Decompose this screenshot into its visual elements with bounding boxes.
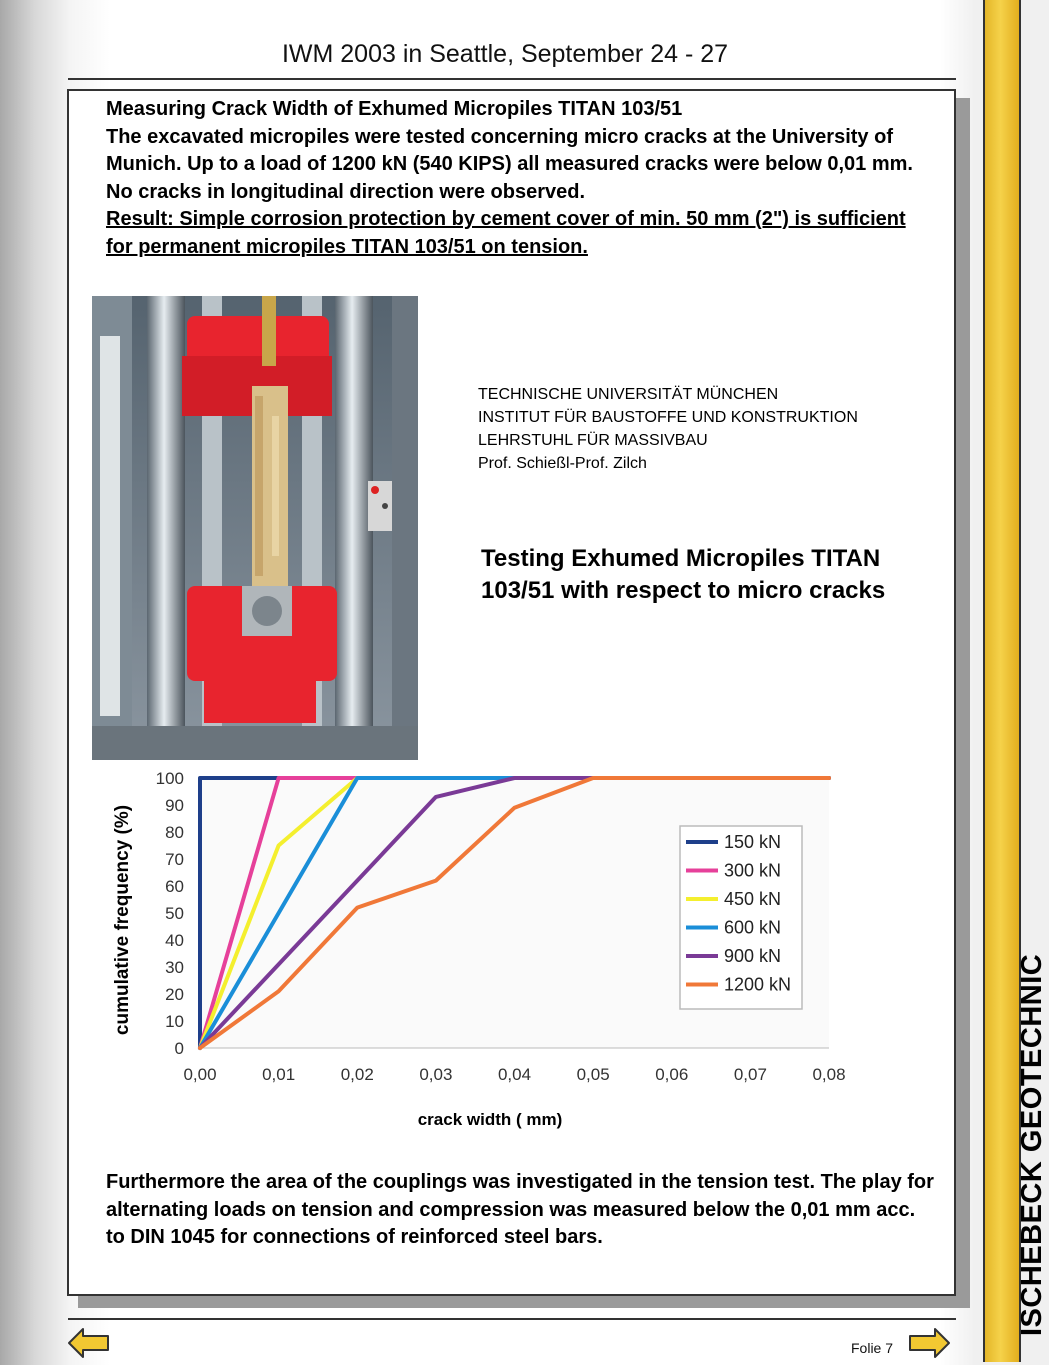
brand-name: ISCHEBECK GEOTECHNIC [1016, 953, 1048, 1336]
test-rig-illustration [92, 296, 418, 760]
intro-body: The excavated micropiles were tested concerning micro cracks at the University of Munich. Up to a load of 1200 kN (540 KIPS) all measured cracks were below 0,01 mm. No cracks in longitudinal direction were observed. [106, 125, 913, 203]
legend-label: 600 kN [724, 917, 782, 938]
x-axis-label: crack width ( mm) [417, 1110, 563, 1129]
intro-result: Result: Simple corrosion protection by cement cover of min. 50 mm (2") is sufficient for permanent micropiles TITAN 103/51 on tension. [106, 208, 906, 258]
x-tick-label: 0,00 [183, 1065, 217, 1084]
y-tick-label: 60 [165, 877, 184, 896]
page-title: IWM 2003 in Seattle, September 24 - 27 [281, 40, 729, 68]
x-tick-label: 0,07 [733, 1065, 767, 1084]
y-tick-label: 90 [165, 796, 184, 815]
y-tick-label: 30 [165, 958, 184, 977]
chart-svg [100, 762, 860, 1102]
y-tick-label: 50 [165, 904, 184, 923]
y-tick-label: 40 [165, 931, 184, 950]
crack-width-chart [100, 762, 860, 1102]
legend-label: 150 kN [724, 832, 782, 852]
x-tick-label: 0,05 [576, 1065, 610, 1084]
legend-label: 900 kN [724, 946, 782, 966]
university-line: TECHNISCHE UNIVERSITÄT MÜNCHEN [478, 386, 779, 403]
y-tick-label: 80 [165, 823, 184, 842]
university-line: INSTITUT FÜR BAUSTOFFE UND KONSTRUKTION [478, 409, 858, 426]
university-line: Prof. Schießl-Prof. Zilch [478, 455, 647, 472]
y-tick-label: 10 [165, 1012, 184, 1031]
y-tick-label: 100 [155, 769, 184, 788]
legend-label: 450 kN [724, 889, 782, 909]
outro-text: Furthermore the area of the couplings was investigated in the tension test. The play for alternating loads on tension and compression was measured below the 0,01 mm acc. to DIN 1045 for connections of reinforced steel bars. [106, 1171, 934, 1248]
university-line: LEHRSTUHL FÜR MASSIVBAU [478, 432, 708, 449]
previous-slide-button[interactable] [67, 1326, 111, 1360]
x-tick-label: 0,06 [655, 1065, 689, 1084]
y-axis-label: cumulative frequency (%) [112, 804, 133, 1036]
intro-heading: Measuring Crack Width of Exhumed Micropiles TITAN 103/51 [106, 98, 683, 120]
test-rig-photo [92, 296, 418, 760]
top-divider [68, 78, 956, 80]
arrow-right-icon [907, 1326, 951, 1360]
legend-label: 300 kN [724, 860, 782, 881]
x-tick-label: 0,08 [812, 1065, 846, 1084]
x-tick-label: 0,01 [262, 1065, 296, 1084]
y-tick-label: 0 [174, 1039, 184, 1058]
page-number: Folie 7 [851, 1340, 894, 1356]
intro-text [106, 96, 926, 261]
university-credits [478, 383, 948, 475]
legend-label: 1200 kN [724, 974, 792, 995]
bottom-divider [68, 1318, 956, 1320]
y-tick-label: 20 [165, 985, 184, 1004]
x-tick-label: 0,02 [340, 1065, 374, 1084]
y-tick-label: 70 [165, 850, 184, 869]
x-tick-label: 0,04 [497, 1065, 532, 1084]
x-tick-label: 0,03 [419, 1065, 453, 1084]
arrow-left-icon [67, 1326, 111, 1360]
testing-title: Testing Exhumed Micropiles TITAN 103/51 with respect to micro cracks [481, 545, 886, 604]
next-slide-button[interactable] [907, 1326, 951, 1360]
